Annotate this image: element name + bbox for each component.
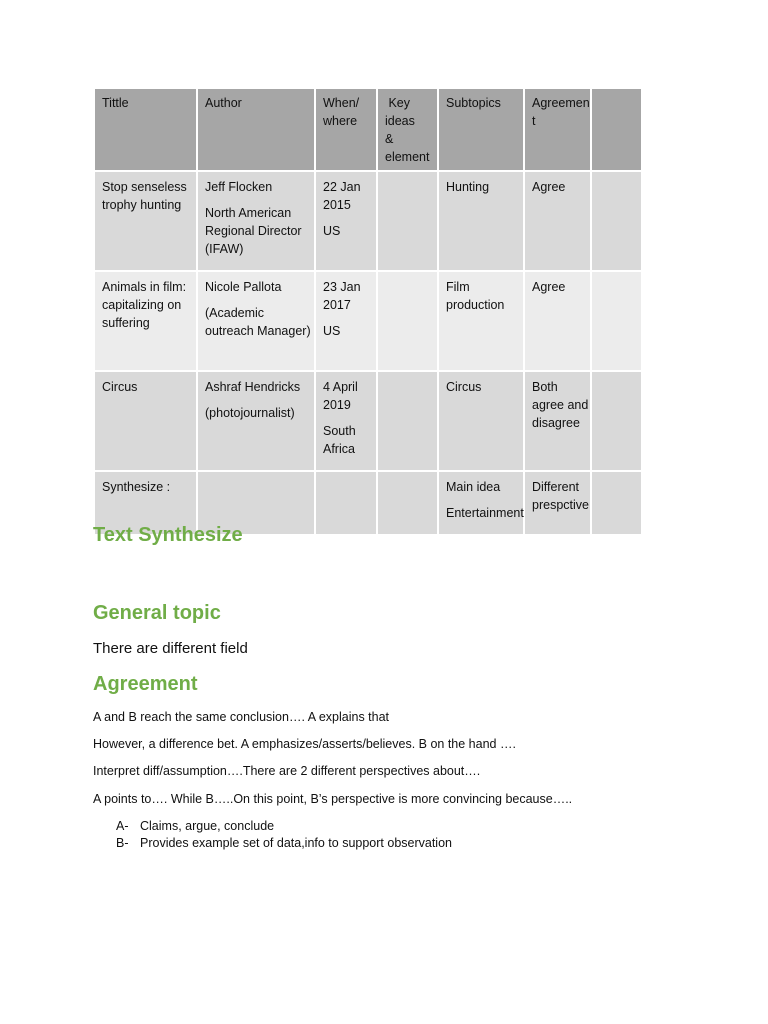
date: 22 Jan 2015 bbox=[323, 180, 361, 212]
cell-key-ideas bbox=[377, 171, 438, 271]
main-idea-value: Entertainment bbox=[446, 506, 524, 520]
header-when-where: When/ where bbox=[315, 88, 377, 171]
list-item bbox=[116, 835, 452, 852]
cell-author bbox=[197, 371, 315, 471]
table-row bbox=[94, 171, 642, 271]
place: US bbox=[323, 224, 341, 238]
header-agreement: Agreemen t bbox=[524, 88, 591, 171]
list-marker: A- bbox=[116, 819, 129, 833]
author-name: Nicole Pallota bbox=[205, 280, 282, 294]
heading-general-topic: General topic bbox=[93, 602, 221, 624]
cell-subtopics: Film production bbox=[438, 271, 524, 371]
general-topic-text: There are different field bbox=[93, 640, 248, 657]
header-title: Tittle bbox=[94, 88, 197, 171]
main-idea-label: Main idea bbox=[446, 480, 501, 494]
cell-empty bbox=[377, 471, 438, 535]
synthesize-label: Synthesize : bbox=[94, 471, 197, 535]
paragraph: A and B reach the same conclusion…. A explains that bbox=[93, 710, 390, 724]
list-marker: B- bbox=[116, 836, 129, 850]
synthesize-subtopics bbox=[438, 471, 524, 535]
synthesize-agreement: Different prespctive bbox=[524, 471, 591, 535]
cell-when-where bbox=[315, 171, 377, 271]
cell-empty bbox=[315, 471, 377, 535]
place: South Africa bbox=[323, 424, 356, 456]
cell-author bbox=[197, 171, 315, 271]
table-row bbox=[94, 371, 642, 471]
header-author: Author bbox=[197, 88, 315, 171]
cell-extra bbox=[591, 271, 642, 371]
cell-extra bbox=[591, 371, 642, 471]
author-name: Ashraf Hendricks bbox=[205, 380, 301, 394]
cell-author bbox=[197, 271, 315, 371]
cell-when-where bbox=[315, 371, 377, 471]
header-subtopics: Subtopics bbox=[438, 88, 524, 171]
date: 23 Jan 2017 bbox=[323, 280, 361, 312]
cell-when-where bbox=[315, 271, 377, 371]
cell-key-ideas bbox=[377, 271, 438, 371]
header-key-ideas: Key ideas & element bbox=[377, 88, 438, 171]
cell-title: Stop senseless trophy hunting bbox=[94, 171, 197, 271]
paragraph: A points to…. While B…..On this point, B’s perspective is more convincing because….. bbox=[93, 792, 573, 806]
literature-table bbox=[93, 87, 643, 536]
cell-key-ideas bbox=[377, 371, 438, 471]
paragraph: Interpret diff/assumption….There are 2 different perspectives about…. bbox=[93, 764, 481, 778]
cell-empty bbox=[591, 471, 642, 535]
cell-title: Circus bbox=[94, 371, 197, 471]
cell-agreement: Agree bbox=[524, 271, 591, 371]
table-header-row bbox=[94, 88, 642, 171]
author-role: (photojournalist) bbox=[205, 406, 295, 420]
list-item-text: Provides example set of data,info to support observation bbox=[140, 836, 452, 850]
cell-extra bbox=[591, 171, 642, 271]
heading-agreement: Agreement bbox=[93, 673, 198, 695]
date: 4 April 2019 bbox=[323, 380, 358, 412]
heading-text-synthesize: Text Synthesize bbox=[93, 524, 243, 546]
cell-subtopics: Circus bbox=[438, 371, 524, 471]
author-role: North American Regional Director (IFAW) bbox=[205, 206, 302, 256]
cell-agreement: Agree bbox=[524, 171, 591, 271]
cell-title: Animals in film: capitalizing on suffering bbox=[94, 271, 197, 371]
phrase-list bbox=[116, 818, 452, 852]
place: US bbox=[323, 324, 341, 338]
author-name: Jeff Flocken bbox=[205, 180, 273, 194]
cell-subtopics: Hunting bbox=[438, 171, 524, 271]
cell-agreement: Both agree and disagree bbox=[524, 371, 591, 471]
header-extra bbox=[591, 88, 642, 171]
list-item bbox=[116, 818, 452, 835]
table-row bbox=[94, 271, 642, 371]
list-item-text: Claims, argue, conclude bbox=[140, 819, 275, 833]
paragraph: However, a difference bet. A emphasizes/asserts/believes. B on the hand …. bbox=[93, 737, 516, 751]
author-role: (Academic outreach Manager) bbox=[205, 306, 311, 338]
